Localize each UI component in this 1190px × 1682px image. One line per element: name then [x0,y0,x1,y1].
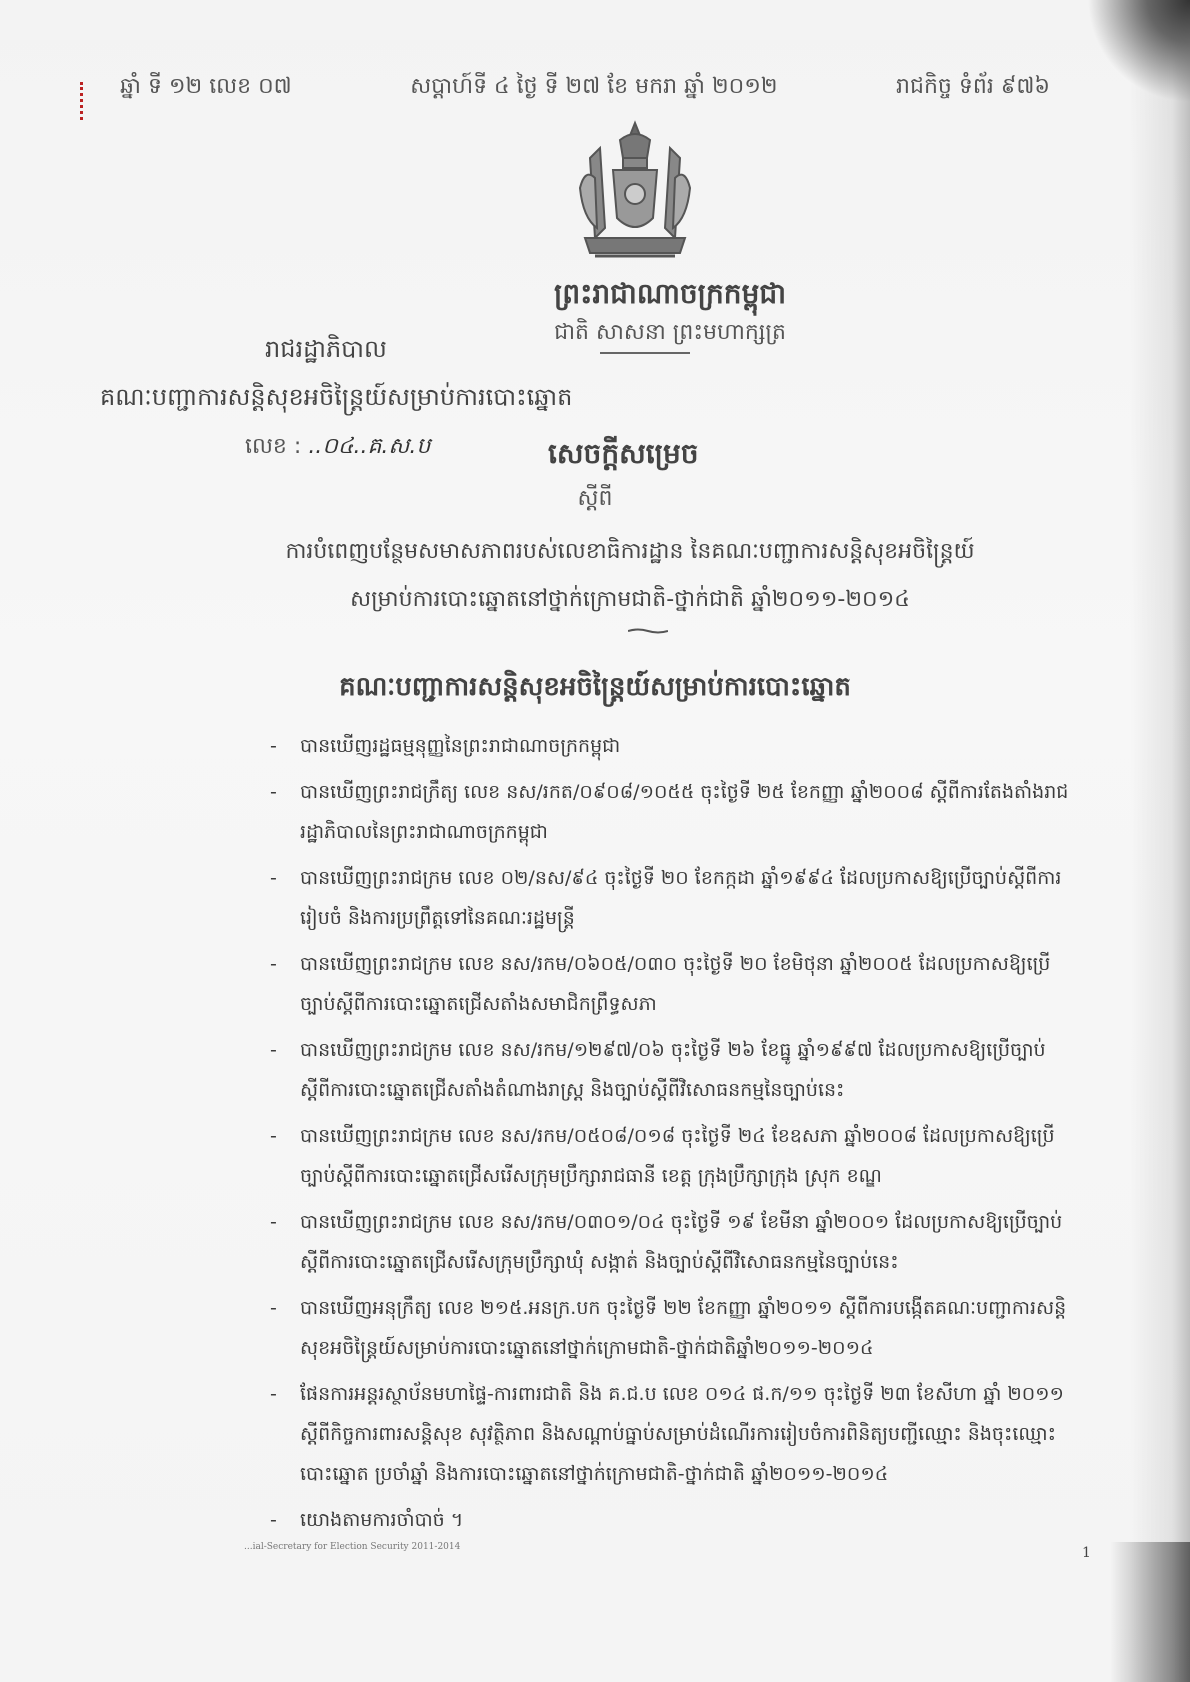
decision-title: សេចក្តីសម្រេច [548,437,699,470]
gazette-header [120,68,1050,108]
clause-text: បានឃើញព្រះរាជក្រម លេខ ០២/នស/៩៤ ចុះថ្ងៃទី ២០ ខែកក្កដា ឆ្នាំ១៩៩៤ ដែលប្រកាសឱ្យប្រើច្បាប់ស្តីពីការរៀបចំ និងការប្រព្រឹត្តទៅនៃគណៈរដ្ឋមន្ត្រី [300,867,1062,929]
kingdom-title: ព្រះរាជាណាចក្រកម្ពុជា [553,277,786,310]
dash-bullet: - [270,1383,277,1405]
clause-text: បានឃើញព្រះរាជក្រម លេខ នស/រកម/០៣០១/០៤ ចុះថ្ងៃទី ១៩ ខែមីនា ឆ្នាំ២០០១ ដែលប្រកាសឱ្យប្រើច្បាប់ស្តីពីការបោះឆ្នោតជ្រើសរើសក្រុមប្រឹក្សាឃុំ សង្កាត់ និងច្បាប់ស្តីពីវិសោធនកម្មនៃច្បាប់នេះ [300,1211,1063,1273]
gazette-date: សប្តាហ៍ទី ៤ ថ្ងៃ ទី ២៧ ខែ មករា ឆ្នាំ ២០១២ [410,74,778,99]
clause-item [270,1500,1070,1540]
government-name: រាជរដ្ឋាភិបាល [265,335,387,363]
clause-item [270,772,1070,852]
reference-number [245,432,430,464]
preamble-clauses [270,726,1070,1546]
clause-text: យោងតាមការចាំបាច់ ។ [300,1509,464,1531]
clause-item [270,944,1070,1024]
scan-edge-shadow [1130,0,1190,1682]
footer-note: ...ial-Secretary for Election Security 2011-2014 [244,1542,461,1552]
dash-bullet: - [270,953,277,975]
dash-bullet: - [270,781,277,803]
clause-item [270,1116,1070,1196]
decision-about-label: ស្តីពី [577,486,613,511]
issuing-committee: គណៈបញ្ជាការសន្តិសុខអចិន្ត្រៃយ៍សម្រាប់ការបោះឆ្នោត [100,383,573,411]
gazette-issue: ឆ្នាំ ទី ១២ លេខ ០៧ [120,74,292,99]
dash-bullet: - [270,867,277,889]
clause-text: ផែនការអន្តរស្ថាប័នមហាផ្ទៃ-ការពារជាតិ និង គ.ជ.ប លេខ ០១៤ ផ.ក/១១ ចុះថ្ងៃទី ២៣ ខែសីហា ឆ្នាំ ២០១១ ស្តីពីកិច្ចការពារសន្តិសុខ សុវត្ថិភាព និងសណ្តាប់ធ្នាប់សម្រាប់ដំណើរការរៀបចំការពិនិត្យបញ្ជីឈ្មោះ និងចុះឈ្មោះបោះឆ្នោត ប្រចាំឆ្នាំ និងការបោះឆ្នោតនៅថ្នាក់ក្រោមជាតិ-ថ្នាក់ជាតិ ឆ្នាំ២០១១-២០១៤ [300,1383,1064,1485]
reference-label: លេខ : [245,434,302,459]
scan-bottom-shadow [1110,1542,1190,1682]
clause-text: បានឃើញព្រះរាជក្រឹត្យ លេខ នស/រកត/០៩០៨/១០៥៥ ចុះថ្ងៃទី ២៥ ខែកញ្ញា ឆ្នាំ២០០៨ ស្តីពីការតែងតាំងរាជរដ្ឋាភិបាលនៃព្រះរាជាណាចក្រកម្ពុជា [300,781,1069,843]
dash-bullet: - [270,1125,277,1147]
scan-corner-shadow [1070,0,1190,120]
subject-line-1: ការបំពេញបន្ថែមសមាសភាពរបស់លេខាធិការដ្ឋាន នៃគណៈបញ្ជាការសន្តិសុខអចិន្ត្រៃយ៍ [285,539,975,564]
clause-item [270,1030,1070,1110]
dash-bullet: - [270,1297,277,1319]
national-motto: ជាតិ សាសនា ព្រះមហាក្សត្រ [554,320,786,345]
clause-text: បានឃើញព្រះរាជក្រម លេខ នស/រកម/០៥០៨/០១៨ ចុះថ្ងៃទី ២៤ ខែឧសភា ឆ្នាំ២០០៨ ដែលប្រកាសឱ្យប្រើច្បាប់ស្តីពីការបោះឆ្នោតជ្រើសរើសក្រុមប្រឹក្សារាជធានី ខេត្ត ក្រុងប្រឹក្សាក្រុង ស្រុក ខណ្ឌ [300,1125,1055,1187]
clause-text: បានឃើញអនុក្រឹត្យ លេខ ២១៥.អនក្រ.បក ចុះថ្ងៃទី ២២ ខែកញ្ញា ឆ្នាំ២០១១ ស្តីពីការបង្កើតគណៈបញ្ជាការសន្តិសុខអចិន្ត្រៃយ៍សម្រាប់ការបោះឆ្នោតនៅថ្នាក់ក្រោមជាតិ-ថ្នាក់ជាតិឆ្នាំ២០១១-២០១៤ [300,1297,1067,1359]
royal-coat-of-arms-emblem [565,118,705,268]
clause-text: បានឃើញរដ្ឋធម្មនុញ្ញនៃព្រះរាជាណាចក្រកម្ពុជា [300,735,621,757]
decision-subject [180,528,1080,624]
dash-bullet: - [270,1211,277,1233]
dash-bullet: - [270,735,277,757]
motto-divider [600,352,690,354]
dash-bullet: - [270,1509,277,1531]
page-number: 1 [1082,1545,1091,1561]
clause-item [270,858,1070,938]
ornament-divider [628,628,668,634]
clause-text: បានឃើញព្រះរាជក្រម លេខ នស/រកម/១២៩៧/០៦ ចុះថ្ងៃទី ២៦ ខែធ្នូ ឆ្នាំ១៩៩៧ ដែលប្រកាសឱ្យប្រើច្បាប់ស្តីពីការបោះឆ្នោតជ្រើសតាំងតំណាងរាស្ត្រ និងច្បាប់ស្តីពីវិសោធនកម្មនៃច្បាប់នេះ [300,1039,1046,1101]
clause-item [270,726,1070,766]
subject-line-2: សម្រាប់ការបោះឆ្នោតនៅថ្នាក់ក្រោមជាតិ-ថ្នាក់ជាតិ ឆ្នាំ២០១១-២០១៤ [350,587,910,612]
clause-item [270,1202,1070,1282]
clause-text: បានឃើញព្រះរាជក្រម លេខ នស/រកម/០៦០៥/០៣០ ចុះថ្ងៃទី ២០ ខែមិថុនា ឆ្នាំ២០០៥ ដែលប្រកាសឱ្យប្រើច្បាប់ស្តីពីការបោះឆ្នោតជ្រើសតាំងសមាជិកព្រឹទ្ធសភា [300,953,1051,1015]
red-ink-mark [80,82,87,120]
clause-item [270,1374,1070,1494]
dash-bullet: - [270,1039,277,1061]
reference-value: ..០៤..គ.ស.ប [308,434,431,459]
committee-heading: គណៈបញ្ជាការសន្តិសុខអចិន្ត្រៃយ៍សម្រាប់ការបោះឆ្នោត [339,672,851,702]
gazette-page: រាជកិច្ច ទំព័រ ៩៧៦ [896,74,1050,99]
clause-item [270,1288,1070,1368]
